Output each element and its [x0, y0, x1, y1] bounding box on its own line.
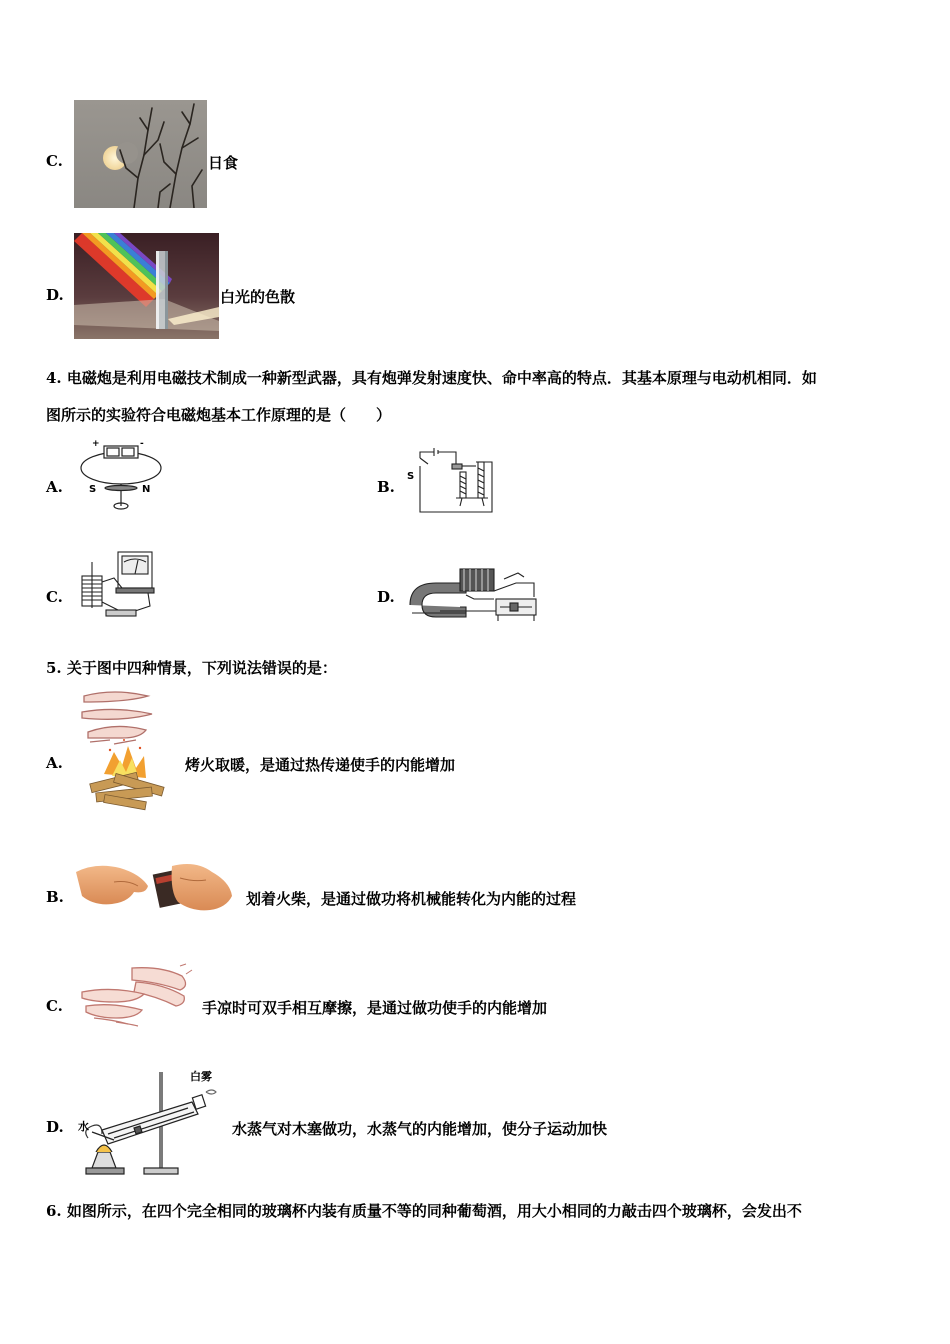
- striking-match-image-icon: [74, 858, 234, 916]
- option-text: 水蒸气对木塞做功，水蒸气的内能增加，使分子运动加快: [232, 1120, 608, 1138]
- steam-pushes-cork-diagram-icon: [74, 1068, 224, 1178]
- south-pole-label: S: [89, 484, 97, 495]
- question-number: 4.: [46, 369, 62, 387]
- option-text: 手凉时可双手相互摩擦，是通过做功使手的内能增加: [202, 999, 548, 1017]
- switch-label: S: [407, 471, 415, 482]
- option-letter: A.: [46, 754, 63, 772]
- north-pole-label: N: [142, 484, 151, 495]
- stem-line-1: 如图所示，在四个完全相同的玻璃杯内装有质量不等的同种葡萄酒，用大小相同的力敲击四个玻璃杯，会发出不: [66, 1202, 802, 1220]
- option-letter: A.: [46, 478, 63, 496]
- solar-eclipse-photo-icon: [74, 100, 207, 208]
- option-letter: C.: [46, 588, 63, 606]
- option-text: 烤火取暖，是通过热传递使手的内能增加: [185, 756, 456, 774]
- minus-sign: -: [140, 440, 144, 449]
- question-4-stem: [46, 360, 916, 434]
- prism-dispersion-photo-icon: [74, 233, 219, 339]
- current-carrying-rod-in-magnet-diagram-icon: [406, 563, 540, 621]
- option-caption: 日食: [208, 154, 239, 172]
- galvanometer-induction-diagram-icon: [78, 548, 160, 624]
- option-caption: 白光的色散: [220, 288, 296, 306]
- option-letter: C.: [46, 152, 63, 170]
- plus-sign: +: [92, 440, 100, 449]
- option-letter: D.: [377, 588, 395, 606]
- option-text: 划着火柴，是通过做功将机械能转化为内能的过程: [246, 890, 577, 908]
- option-letter: D.: [46, 286, 64, 304]
- stem-line-1: 电磁炮是利用电磁技术制成一种新型武器，具有炮弹发射速度快、命中率高的特点．其基本原理与电动机相同．如: [66, 369, 817, 387]
- question-number: 6.: [46, 1202, 62, 1220]
- question-6-stem: [46, 1193, 916, 1230]
- stem-line-2: 图所示的实验符合电磁炮基本工作原理的是（ ）: [46, 406, 392, 424]
- option-letter: B.: [377, 478, 395, 496]
- option-letter: B.: [46, 888, 64, 906]
- question-5-stem: [46, 650, 916, 687]
- white-fog-label: 白雾: [190, 1070, 212, 1083]
- electromagnet-circuit-diagram-icon: [404, 446, 496, 516]
- stem-text: 关于图中四种情景，下列说法错误的是：: [66, 659, 337, 677]
- hands-over-campfire-image-icon: [74, 688, 174, 814]
- oersted-experiment-diagram-icon: [76, 440, 166, 516]
- rubbing-hands-image-icon: [76, 962, 196, 1030]
- water-label: 水: [78, 1120, 89, 1133]
- question-number: 5.: [46, 659, 62, 677]
- option-letter: D.: [46, 1118, 64, 1136]
- option-letter: C.: [46, 997, 63, 1015]
